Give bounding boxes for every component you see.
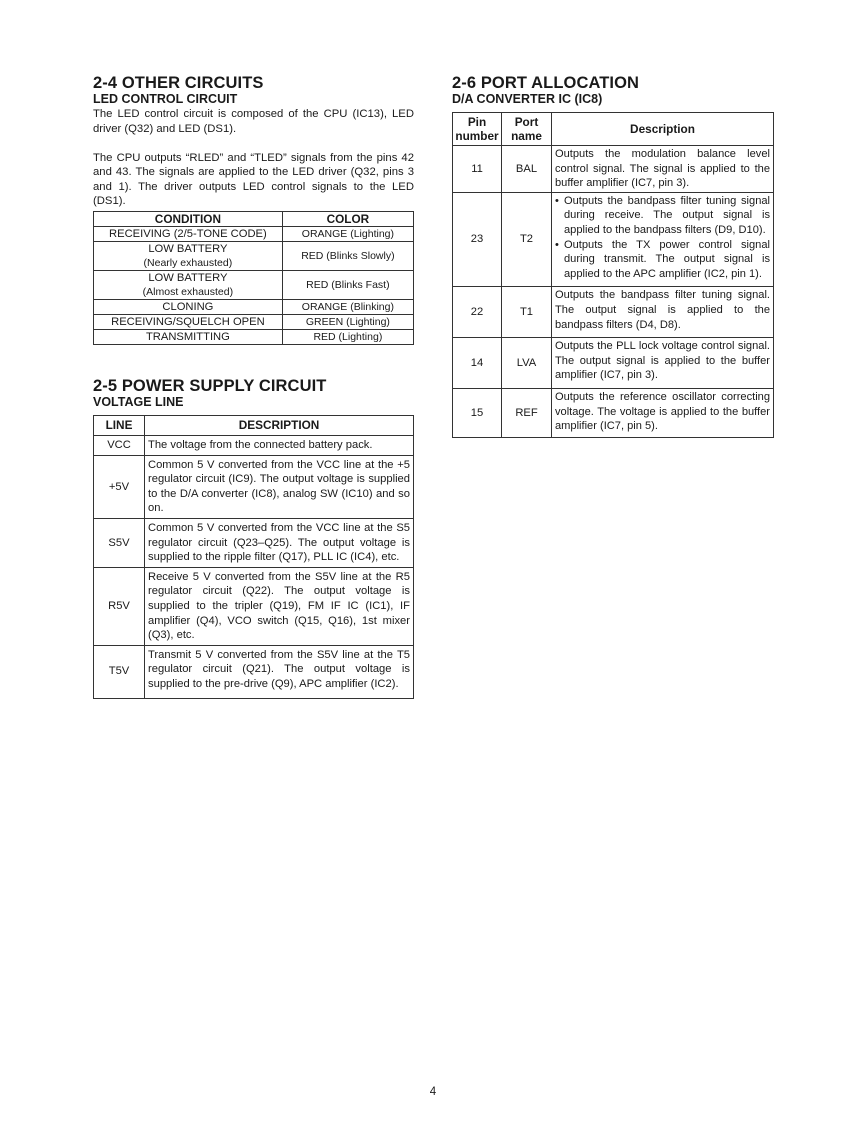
color-cell: RED (Blinks Fast) — [282, 271, 413, 300]
condition-text: LOW BATTERY — [148, 272, 228, 285]
port-header-line1: Port — [514, 115, 539, 129]
pin-header-line1: Pin — [467, 115, 487, 129]
pin-cell: 15 — [453, 388, 502, 437]
port-cell: T1 — [502, 287, 552, 338]
port-header-line2: name — [511, 129, 542, 143]
line-cell: +5V — [94, 455, 145, 518]
port-cell: T2 — [502, 192, 552, 287]
section-title-power-supply: 2-5 POWER SUPPLY CIRCUIT — [93, 377, 327, 396]
condition-cell: RECEIVING/SQUELCH OPEN — [94, 315, 283, 330]
condition-cell — [94, 271, 283, 300]
page-number: 4 — [429, 1086, 437, 1098]
led-signal-paragraph: The CPU outputs “RLED” and “TLED” signals from the pins 42 and 43. The signals are applied to the LED driver (Q32, pins 3 and 1). The driver outputs LED control signals to the LED (DS1). — [93, 151, 414, 208]
condition-note: (Nearly exhausted) — [143, 257, 233, 270]
pin-cell: 22 — [453, 287, 502, 338]
port-cell: LVA — [502, 338, 552, 389]
description-cell: Transmit 5 V converted from the S5V line at the T5 regulator circuit (Q21). The output voltage is supplied to the pre-drive (Q9), APC amplifier (IC2). — [145, 645, 414, 698]
description-cell: Outputs the PLL lock voltage control signal. The output signal is applied to the buffer amplifier (IC7, pin 3). — [552, 338, 774, 389]
description-cell: Outputs the reference oscillator correcting voltage. The voltage is applied to the buffer amplifier (IC7, pin 5). — [552, 388, 774, 437]
pin-cell: 14 — [453, 338, 502, 389]
table-row — [94, 645, 414, 698]
condition-note: (Almost exhausted) — [142, 286, 234, 299]
condition-cell: TRANSMITTING — [94, 330, 283, 345]
pin-header-line2: number — [455, 129, 499, 143]
led-intro-paragraph: The LED control circuit is composed of the CPU (IC13), LED driver (Q32) and LED (DS1). — [93, 108, 414, 135]
bullet-list — [555, 194, 770, 282]
line-cell: R5V — [94, 567, 145, 645]
description-cell: Common 5 V converted from the VCC line at the +5 regulator circuit (IC9). The output voltage is supplied to the D/A converter (IC8), analog SW (IC10) and so on. — [145, 455, 414, 518]
subtitle-led-control-circuit: LED CONTROL CIRCUIT — [93, 92, 238, 106]
condition-cell: RECEIVING (2/5-TONE CODE) — [94, 227, 283, 242]
table-row — [94, 315, 414, 330]
description-cell: Common 5 V converted from the VCC line at the S5 regulator circuit (Q23–Q25). The output voltage is supplied to the ripple filter (Q17), PLL IC (IC4), etc. — [145, 519, 414, 568]
description-cell: Outputs the modulation balance level control signal. The signal is applied to the buffer amplifier (IC7, pin 3). — [552, 146, 774, 193]
bullet-item: • Outputs the TX power control signal during transmit. The output signal is applied to the APC amplifier (IC2, pin 1). — [555, 238, 770, 282]
table-row — [453, 146, 774, 193]
column-header-description: DESCRIPTION — [145, 416, 414, 436]
color-cell: RED (Lighting) — [282, 330, 413, 345]
table-row — [94, 519, 414, 568]
table-row — [94, 455, 414, 518]
subtitle-voltage-line: VOLTAGE LINE — [93, 395, 184, 410]
subtitle-da-converter: D/A CONVERTER IC (IC8) — [452, 92, 603, 106]
table-row — [453, 287, 774, 338]
table-row — [94, 330, 414, 345]
table-row — [94, 300, 414, 315]
column-header-port-name — [502, 113, 552, 146]
port-cell: BAL — [502, 146, 552, 193]
color-cell: ORANGE (Lighting) — [282, 227, 413, 242]
voltage-line-table — [93, 415, 414, 699]
description-cell: Outputs the bandpass filter tuning signal. The output signal is applied to the bandpass filters (D4, D8). — [552, 287, 774, 338]
table-row — [94, 227, 414, 242]
description-cell — [552, 192, 774, 287]
port-allocation-table — [452, 112, 774, 438]
pin-cell: 11 — [453, 146, 502, 193]
line-cell: T5V — [94, 645, 145, 698]
column-header-color: COLOR — [282, 212, 413, 227]
table-row — [453, 388, 774, 437]
line-cell: VCC — [94, 436, 145, 456]
table-row — [94, 271, 414, 300]
column-header-line: LINE — [94, 416, 145, 436]
bullet-item: • Outputs the bandpass filter tuning signal during receive. The output signal is applied to the bandpass filters (D9, D10). — [555, 194, 770, 238]
led-condition-table — [93, 211, 414, 345]
table-row — [453, 192, 774, 287]
pin-cell: 23 — [453, 192, 502, 287]
line-cell: S5V — [94, 519, 145, 568]
color-cell: RED (Blinks Slowly) — [282, 242, 413, 271]
column-header-condition: CONDITION — [94, 212, 283, 227]
table-row — [94, 567, 414, 645]
description-cell: Receive 5 V converted from the S5V line at the R5 regulator circuit (Q22). The output voltage is supplied to the tripler (Q19), FM IF IC (IC1), IF amplifier (Q4), VCO switch (Q15, Q16), 1st mixer (Q3), etc. — [145, 567, 414, 645]
column-header-pin-number — [453, 113, 502, 146]
table-row — [94, 436, 414, 456]
left-column — [93, 74, 414, 699]
condition-text: LOW BATTERY — [148, 243, 228, 256]
condition-cell — [94, 242, 283, 271]
color-cell: GREEN (Lighting) — [282, 315, 413, 330]
right-column — [452, 74, 774, 438]
description-cell: The voltage from the connected battery pack. — [145, 436, 414, 456]
section-title-port-allocation: 2-6 PORT ALLOCATION — [452, 74, 640, 92]
condition-cell: CLONING — [94, 300, 283, 315]
port-cell: REF — [502, 388, 552, 437]
color-cell: ORANGE (Blinking) — [282, 300, 413, 315]
column-header-description: Description — [552, 113, 774, 146]
table-row — [453, 338, 774, 389]
section-title-other-circuits: 2-4 OTHER CIRCUITS — [93, 74, 264, 92]
table-row — [94, 242, 414, 271]
